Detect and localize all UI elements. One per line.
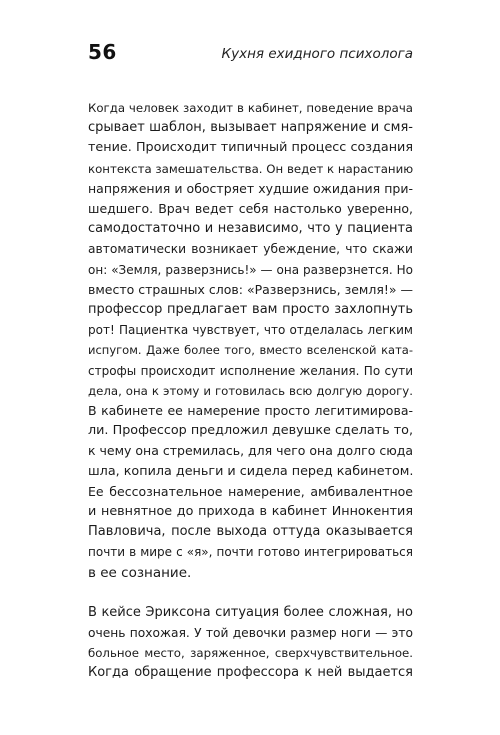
text-line: В кейсе Эриксона ситуация более сложная, но bbox=[88, 604, 413, 620]
text-line: Когда человек заходит в кабинет, поведение врача bbox=[88, 101, 413, 115]
text-line: Ее бессознательное намерение, амбивалентное bbox=[88, 483, 413, 499]
text-line: дела, она к этому и готовилась всю долгую дорогу. bbox=[88, 383, 413, 398]
body-text bbox=[88, 98, 413, 684]
text-line: почти в мире с «я», почти готово интегрироваться bbox=[88, 545, 413, 560]
text-line: Когда обращение профессора к ней выдается bbox=[88, 665, 413, 681]
text-line: рот! Пациентка чувствует, что отделалась легким bbox=[88, 323, 413, 338]
text-line: он: «Земля, разверзнись!» — она разверзнется. Но bbox=[88, 262, 413, 277]
text-line: ли. Профессор предложил девушке сделать то, bbox=[88, 423, 413, 439]
text-line: самодостаточно и независимо, что у пациента bbox=[88, 221, 413, 237]
text-line: автоматически возникает убеждение, что скажи bbox=[88, 242, 413, 257]
text-line: больное место, заряженное, сверхчувствительное. bbox=[88, 646, 413, 661]
text-line: тение. Происходит типичный процесс создания bbox=[88, 140, 413, 156]
text-line: Павловича, после выхода оттуда оказывается bbox=[88, 524, 413, 540]
text-line: напряжения и обостряет худшие ожидания при- bbox=[88, 180, 413, 196]
paragraph-spacer bbox=[88, 583, 413, 603]
text-line: в ее сознание. bbox=[88, 564, 192, 581]
running-title: Кухня ехидного психолога bbox=[221, 46, 413, 62]
paragraph-1 bbox=[88, 98, 413, 583]
text-line: очень похожая. У той девочки размер ноги — это bbox=[88, 626, 413, 641]
text-line: испугом. Даже более того, вместо вселенской ката- bbox=[88, 343, 413, 358]
text-line: вместо страшных слов: «Разверзнись, земля!» — bbox=[88, 281, 413, 297]
text-line: строфы происходит исполнение желания. По сути bbox=[88, 363, 413, 378]
text-line: к чему она стремилась, для чего она долго сюда bbox=[88, 443, 414, 459]
text-line: шла, копила деньги и сидела перед кабинетом. bbox=[88, 463, 414, 479]
text-line: и невнятное до прихода в кабинет Иннокентия bbox=[88, 504, 413, 520]
paragraph-2 bbox=[88, 603, 413, 684]
text-line: профессор предлагает вам просто захлопнуть bbox=[88, 302, 413, 318]
text-line: срывает шаблон, вызывает напряжение и смя- bbox=[88, 120, 413, 136]
page-number: 56 bbox=[88, 40, 117, 64]
text-line: В кабинете ее намерение просто легитимирова- bbox=[88, 403, 413, 419]
text-line: контекста замешательства. Он ведет к нарастанию bbox=[88, 161, 414, 176]
text-line: шедшего. Врач ведет себя настолько уверенно, bbox=[88, 201, 413, 217]
